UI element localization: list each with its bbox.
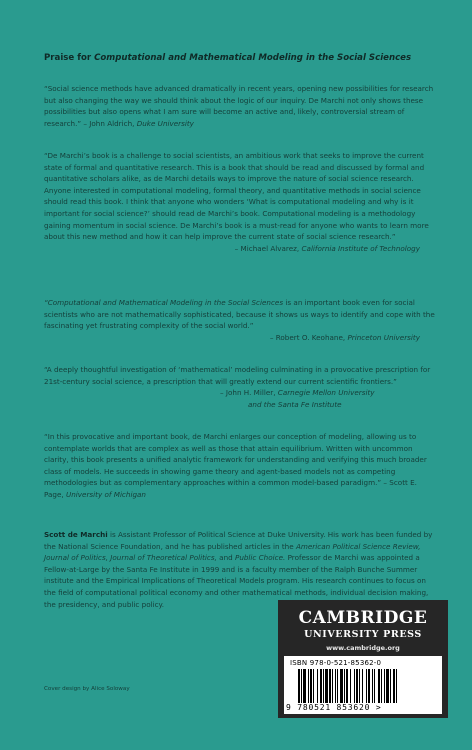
- quote-attribution: [44, 332, 436, 344]
- author-name: Scott de Marchi: [44, 530, 108, 539]
- quote-attribution-name: – Robert O. Keohane,: [269, 332, 346, 342]
- praise-book-title: Computational and Mathematical Modeling in the Social Sciences: [94, 53, 412, 63]
- quote-text: “A deeply thoughtful investigation of ‘mathematical’ modeling culminating in a provocative prescription for 21st-century social science, a prescription that will greatly extend our current scientific frontiers.”: [44, 365, 431, 386]
- barcode-digits: 9 780521 853620 >: [286, 703, 382, 712]
- barcode-icon: [290, 669, 436, 703]
- author-bio-journal: Public Choice.: [234, 553, 286, 563]
- author-bio: [44, 529, 439, 610]
- isbn-label: ISBN 978-0-521-85362-0: [290, 659, 382, 667]
- quote-attribution: [44, 243, 436, 255]
- quote-attribution-name: – Scott E. Page,: [44, 478, 417, 499]
- quote-text: “Social science methods have advanced dramatically in recent years, opening new possibilities for research but also changing the way we should think about the logic of our inquiry. De Marchi not only shows these possibilities but also opens what I am sure will become an active and, likely, controversial stream of research.”: [44, 84, 434, 128]
- quote-alvarez: [44, 150, 436, 254]
- barcode-panel: [284, 656, 442, 714]
- quote-text: is an important book even for social scientists who are not mathematically sophisticated, because it shows us ways to identify and cope with the fascinating yet frustrating complexity of the social world.”: [44, 298, 435, 331]
- author-bio-text: and: [216, 553, 235, 563]
- quote-attribution-affiliation-2: and the Santa Fe Institute: [248, 399, 342, 409]
- publisher-url: www.cambridge.org: [326, 644, 400, 652]
- quote-text: “In this provocative and important book, de Marchi enlarges our conception of modeling, allowing us to contemplate worlds that are complex as well as those that attain equilibrium. Written with uncommon clarity, this book presents a unified analytic framework for understanding and verifying this much broader class of models. He succeeds in showing game theory and agent-based models not as competing methodologies but as complementary approaches within a common model-based paradigm.”: [44, 432, 427, 488]
- quote-attribution-affiliation: University of Michigan: [65, 489, 146, 499]
- publisher-press: UNIVERSITY PRESS: [304, 629, 422, 640]
- author-bio-text: Professor de Marchi was appointed a Fellow-at-Large by the Santa Fe Institute in 1999 and is a faculty member of the Ralph Bunche Summer institute and the Empirical Implications of Theoretical Models program. His research continues to focus on the field of computational political economy and other mathematical methods, individual decision making, the presidency, and public policy.: [44, 553, 429, 609]
- author-bio-journals: American Political Science Review, Journal of Politics, Journal of Theoretical Politics,: [44, 541, 421, 563]
- quote-attribution-name: – John H. Miller,: [220, 388, 276, 398]
- quote-page: [44, 431, 436, 501]
- publisher-block: [278, 600, 448, 718]
- quote-attribution-name: – John Aldrich,: [83, 118, 135, 128]
- quote-book-title: “Computational and Mathematical Modeling in the Social Sciences: [44, 298, 284, 307]
- quote-aldrich: [44, 83, 436, 129]
- praise-heading: [44, 53, 444, 63]
- quote-miller: [44, 364, 436, 410]
- quote-text: “De Marchi’s book is a challenge to social scientists, an ambitious work that seeks to improve the current state of formal and quantitative research. This is a book that should be read and discussed by formal and quantitative scholars alike, as de Marchi details ways to improve the nature of social science research. Anyone interested in computational modeling, formal theory, and quantitative methods in social science should read this book. I think that anyone who wonders ‘What is computational modeling and why is it important for social science?’ should read de Marchi’s book. Computational modeling is a methodology gaining momentum in social science. De Marchi’s book is a must-read for anyone who wants to learn more about this new method and how it can help improve the current state of social science research.”: [44, 151, 429, 242]
- quote-attribution-affiliation: Princeton University: [347, 332, 420, 342]
- cover-credit: Cover design by Alice Soloway: [44, 686, 130, 692]
- quote-attribution-name: – Michael Alvarez,: [234, 243, 300, 253]
- quote-attribution-affiliation: Carnegie Mellon University: [277, 388, 375, 398]
- quote-attribution-affiliation: California Institute of Technology: [301, 243, 420, 253]
- author-bio-text: is Assistant Professor of Political Science at Duke University. His work has been funded by the National Science Foundation, and he has published articles in the: [44, 530, 433, 551]
- quote-keohane: [44, 297, 436, 343]
- quote-attribution: [44, 387, 436, 399]
- publisher-name: CAMBRIDGE: [298, 608, 428, 628]
- praise-prefix: Praise for: [44, 53, 95, 63]
- quote-attribution-affiliation: Duke University: [136, 118, 194, 128]
